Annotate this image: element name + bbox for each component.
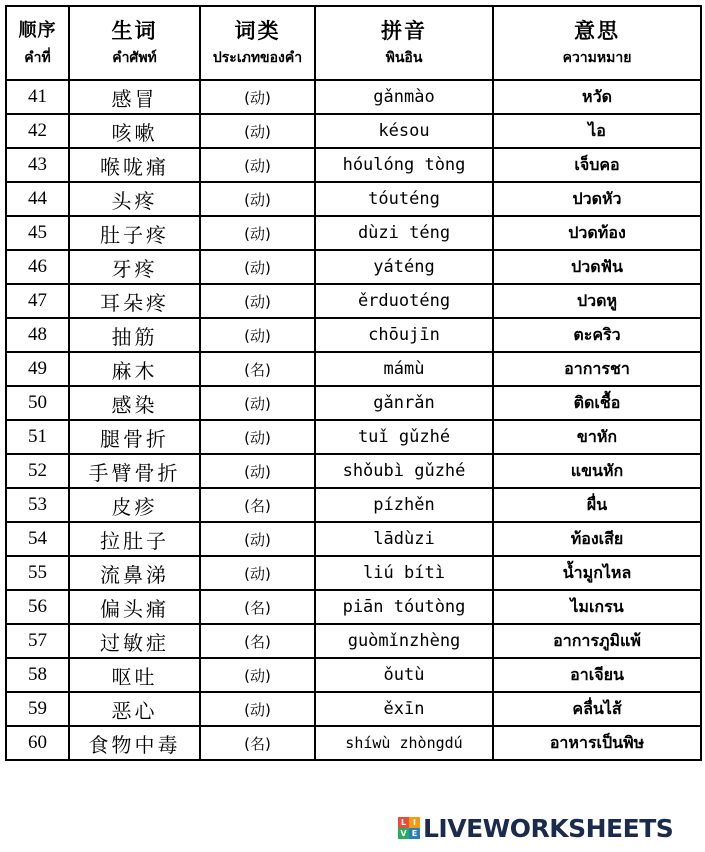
table-body [6, 80, 701, 760]
row-pinyin: mámù [315, 352, 493, 386]
table-row [6, 250, 701, 284]
row-number: 50 [6, 386, 69, 420]
row-part-of-speech: (动) [200, 420, 315, 454]
row-meaning: น้ำมูกไหล [493, 556, 701, 590]
row-pinyin: dùzi téng [315, 216, 493, 250]
row-meaning: ปวดหู [493, 284, 701, 318]
row-word: 麻木 [69, 352, 200, 386]
row-pinyin: chōujīn [315, 318, 493, 352]
row-number: 54 [6, 522, 69, 556]
row-meaning: ปวดฟัน [493, 250, 701, 284]
row-word: 流鼻涕 [69, 556, 200, 590]
header-meaning-zh: 意思 [574, 19, 620, 43]
row-pinyin: ěxīn [315, 692, 493, 726]
table-row [6, 454, 701, 488]
row-pinyin: pízhěn [315, 488, 493, 522]
table-row [6, 522, 701, 556]
row-pinyin: lādùzi [315, 522, 493, 556]
row-pinyin: késou [315, 114, 493, 148]
row-number: 42 [6, 114, 69, 148]
row-meaning: ตะคริว [493, 318, 701, 352]
row-number: 45 [6, 216, 69, 250]
row-number: 41 [6, 80, 69, 114]
row-number: 47 [6, 284, 69, 318]
row-part-of-speech: (动) [200, 658, 315, 692]
table-row [6, 284, 701, 318]
logo-icon-letter: L [398, 817, 409, 828]
header-meaning-th: ความหมาย [562, 51, 632, 66]
row-number: 58 [6, 658, 69, 692]
header-word-zh: 生词 [111, 19, 158, 43]
row-part-of-speech: (动) [200, 386, 315, 420]
row-meaning: ผื่น [493, 488, 701, 522]
row-number: 52 [6, 454, 69, 488]
row-meaning: ไมเกรน [493, 590, 701, 624]
liveworksheets-logo-text: LIVEWORKSHEETS [423, 813, 674, 843]
row-part-of-speech: (名) [200, 726, 315, 760]
header-pos [200, 6, 315, 80]
row-part-of-speech: (名) [200, 488, 315, 522]
table-row [6, 726, 701, 760]
row-word: 牙疼 [69, 250, 200, 284]
header-pos-th: ประเภทของคำ [212, 51, 303, 66]
row-number: 48 [6, 318, 69, 352]
vocabulary-table [5, 5, 702, 761]
row-meaning: อาการภูมิแพ้ [493, 624, 701, 658]
row-word: 偏头痛 [69, 590, 200, 624]
header-order-zh: 顺序 [18, 20, 57, 41]
row-part-of-speech: (动) [200, 80, 315, 114]
table-row [6, 692, 701, 726]
row-pinyin: yáténg [315, 250, 493, 284]
row-word: 呕吐 [69, 658, 200, 692]
header-pinyin-th: พินอิน [385, 51, 423, 66]
row-word: 肚子疼 [69, 216, 200, 250]
header-pinyin [315, 6, 493, 80]
row-part-of-speech: (动) [200, 114, 315, 148]
row-word: 抽筋 [69, 318, 200, 352]
row-meaning: หวัด [493, 80, 701, 114]
row-meaning: ท้องเสีย [493, 522, 701, 556]
row-number: 44 [6, 182, 69, 216]
row-word: 感染 [69, 386, 200, 420]
logo-icon-letter: I [409, 817, 420, 828]
row-word: 喉咙痛 [69, 148, 200, 182]
row-pinyin: gǎnrǎn [315, 386, 493, 420]
header-word-th: คำศัพท์ [112, 51, 157, 66]
row-pinyin: shíwù zhòngdú [315, 726, 493, 760]
row-part-of-speech: (动) [200, 250, 315, 284]
row-pinyin: gǎnmào [315, 80, 493, 114]
row-number: 49 [6, 352, 69, 386]
row-pinyin: piān tóutòng [315, 590, 493, 624]
table-row [6, 590, 701, 624]
row-meaning: อาการชา [493, 352, 701, 386]
table-row [6, 216, 701, 250]
logo-icon-letter: E [409, 828, 420, 839]
liveworksheets-logo-icon [398, 817, 420, 839]
row-word: 皮疹 [69, 488, 200, 522]
table-row [6, 318, 701, 352]
row-part-of-speech: (动) [200, 318, 315, 352]
row-pinyin: hóulóng tòng [315, 148, 493, 182]
row-part-of-speech: (名) [200, 624, 315, 658]
header-row [6, 6, 701, 80]
row-pinyin: shǒubì gǔzhé [315, 454, 493, 488]
row-meaning: ปวดหัว [493, 182, 701, 216]
logo-icon-letter: V [398, 828, 409, 839]
row-number: 57 [6, 624, 69, 658]
header-order-th: คำที่ [24, 51, 51, 66]
row-pinyin: tuǐ gǔzhé [315, 420, 493, 454]
table-row [6, 386, 701, 420]
row-word: 耳朵疼 [69, 284, 200, 318]
row-number: 53 [6, 488, 69, 522]
row-pinyin: ěrduoténg [315, 284, 493, 318]
row-pinyin: tóuténg [315, 182, 493, 216]
row-meaning: เจ็บคอ [493, 148, 701, 182]
table-row [6, 182, 701, 216]
header-meaning [493, 6, 701, 80]
row-word: 咳嗽 [69, 114, 200, 148]
row-part-of-speech: (动) [200, 216, 315, 250]
row-number: 46 [6, 250, 69, 284]
row-word: 手臂骨折 [69, 454, 200, 488]
row-part-of-speech: (动) [200, 522, 315, 556]
row-number: 43 [6, 148, 69, 182]
table-row [6, 148, 701, 182]
row-meaning: คลื่นไส้ [493, 692, 701, 726]
table-row [6, 420, 701, 454]
table-row [6, 658, 701, 692]
row-pinyin: guòmǐnzhèng [315, 624, 493, 658]
row-word: 拉肚子 [69, 522, 200, 556]
row-pinyin: liú bítì [315, 556, 493, 590]
table-header [6, 6, 701, 80]
header-word [69, 6, 200, 80]
row-meaning: อาเจียน [493, 658, 701, 692]
row-number: 51 [6, 420, 69, 454]
row-part-of-speech: (动) [200, 182, 315, 216]
row-part-of-speech: (动) [200, 692, 315, 726]
row-part-of-speech: (动) [200, 454, 315, 488]
header-pinyin-zh: 拼音 [381, 19, 427, 43]
table-row [6, 556, 701, 590]
row-part-of-speech: (动) [200, 556, 315, 590]
row-part-of-speech: (名) [200, 590, 315, 624]
table-row [6, 352, 701, 386]
row-number: 60 [6, 726, 69, 760]
row-part-of-speech: (动) [200, 284, 315, 318]
row-meaning: ไอ [493, 114, 701, 148]
table-row [6, 114, 701, 148]
row-meaning: แขนหัก [493, 454, 701, 488]
liveworksheets-logo[interactable] [398, 815, 673, 841]
row-word: 感冒 [69, 80, 200, 114]
row-meaning: ปวดท้อง [493, 216, 701, 250]
row-part-of-speech: (名) [200, 352, 315, 386]
table-row [6, 488, 701, 522]
table-row [6, 624, 701, 658]
row-meaning: ขาหัก [493, 420, 701, 454]
row-meaning: ติดเชื้อ [493, 386, 701, 420]
row-word: 过敏症 [69, 624, 200, 658]
row-word: 恶心 [69, 692, 200, 726]
row-word: 腿骨折 [69, 420, 200, 454]
row-meaning: อาหารเป็นพิษ [493, 726, 701, 760]
table-row [6, 80, 701, 114]
row-number: 55 [6, 556, 69, 590]
row-part-of-speech: (动) [200, 148, 315, 182]
row-number: 56 [6, 590, 69, 624]
row-word: 头疼 [69, 182, 200, 216]
row-number: 59 [6, 692, 69, 726]
header-order [6, 6, 69, 80]
row-pinyin: ǒutù [315, 658, 493, 692]
header-pos-zh: 词类 [234, 19, 281, 43]
row-word: 食物中毒 [69, 726, 200, 760]
